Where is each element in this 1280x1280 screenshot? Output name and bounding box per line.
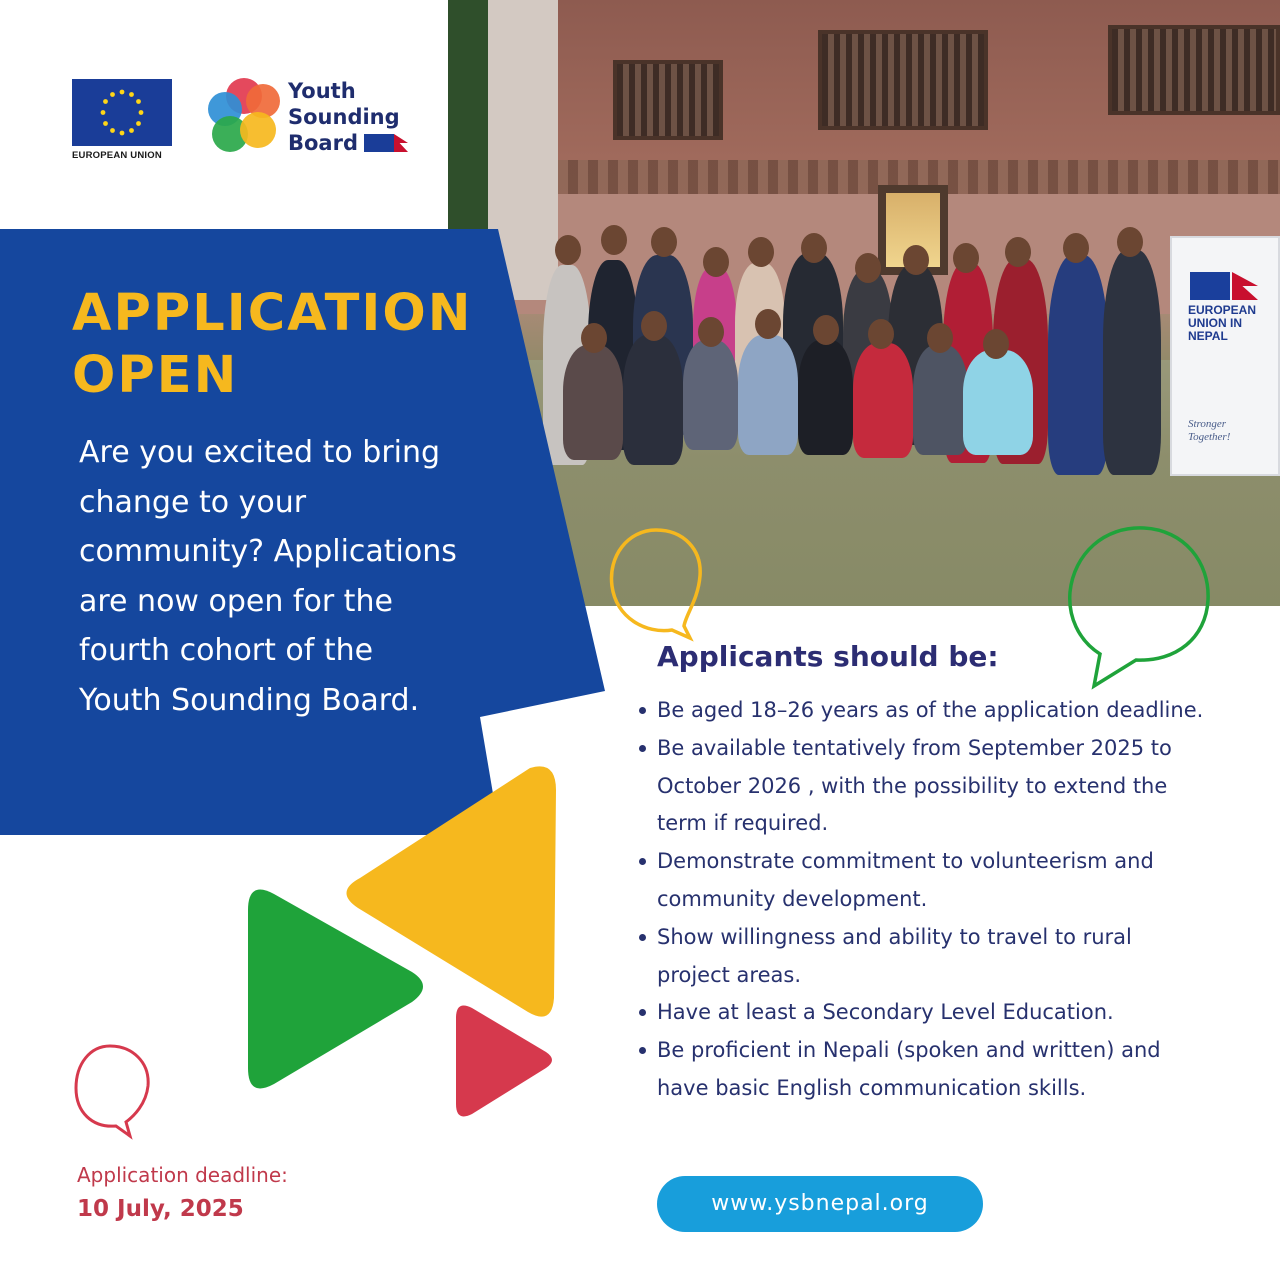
person-head [755,309,781,339]
speech-bubble-icon [606,526,706,642]
green-triangle-icon [244,880,430,1098]
list-item: Be aged 18–26 years as of the application deadline. [636,692,1211,730]
crowd-of-people [543,225,1203,475]
person [913,345,968,455]
ysb-line3-row [288,130,408,156]
person-head [641,311,667,341]
building-window [818,30,988,130]
person-head [581,323,607,353]
person [963,350,1033,455]
person-head [801,233,827,263]
banner-tagline: Stronger Together! [1188,418,1231,443]
person [623,335,683,465]
person-head [903,245,929,275]
person [1103,250,1161,475]
speech-bubble-icon [70,1042,154,1140]
list-item: Be available tentatively from September 2025 to October 2026 , with the possibility to extend the term if required. [636,730,1211,843]
deadline-date: 10 July, 2025 [77,1196,244,1222]
person-head [651,227,677,257]
building-window [1108,25,1280,115]
person [1048,255,1108,475]
eu-stars-icon [72,79,172,146]
ysb-logo-text [288,78,408,156]
list-item: Be proficient in Nepali (spoken and written) and have basic English communication skills. [636,1032,1211,1108]
website-link[interactable]: www.ysbnepal.org [657,1176,983,1232]
eu-label: EUROPEAN UNION [72,150,162,161]
ysb-line2: Sounding [288,105,400,129]
person-head [748,237,774,267]
person-head [1063,233,1089,263]
page-title: APPLICATION OPEN [72,284,473,405]
ysb-logo-icon [208,78,280,158]
person-head [813,315,839,345]
person [798,340,853,455]
person [738,335,798,455]
eu-flag-icon [72,79,172,146]
person-head [1117,227,1143,257]
speech-bubble-icon [1064,522,1214,692]
person-head [1005,237,1031,267]
list-item: Demonstrate commitment to volunteerism and community development. [636,843,1211,919]
list-item: Have at least a Secondary Level Education. [636,994,1211,1032]
person-head [855,253,881,283]
ysb-line3: Board [288,131,358,155]
list-item: Show willingness and ability to travel to rural project areas. [636,919,1211,995]
person-head [953,243,979,273]
requirements-list [636,692,1211,1108]
ysb-line1: Youth [288,79,356,103]
eu-flag-icon [1190,272,1230,300]
nepal-flag-icon [1232,272,1258,300]
person-head [555,235,581,265]
person [853,343,913,458]
person-head [698,317,724,347]
logo-bubble-yellow [240,112,276,148]
group-photo [448,0,1280,606]
deadline-label: Application deadline: [77,1163,288,1187]
person-head [927,323,953,353]
person [563,345,623,460]
eu-flag-icon [364,134,394,152]
nepal-flag-icon [394,134,408,152]
red-triangle-icon [452,1000,556,1122]
building-window [613,60,723,140]
person-head [601,225,627,255]
person [683,340,738,450]
person-head [983,329,1009,359]
requirements-heading: Applicants should be: [657,640,999,673]
banner-text: EUROPEAN UNION IN NEPAL [1188,303,1257,343]
eu-nepal-banner [1170,236,1280,476]
person-head [868,319,894,349]
intro-text: Are you excited to bring change to your community? Applications are now open for the fourth cohort of the Youth Sounding Board. [79,435,457,718]
person-head [703,247,729,277]
